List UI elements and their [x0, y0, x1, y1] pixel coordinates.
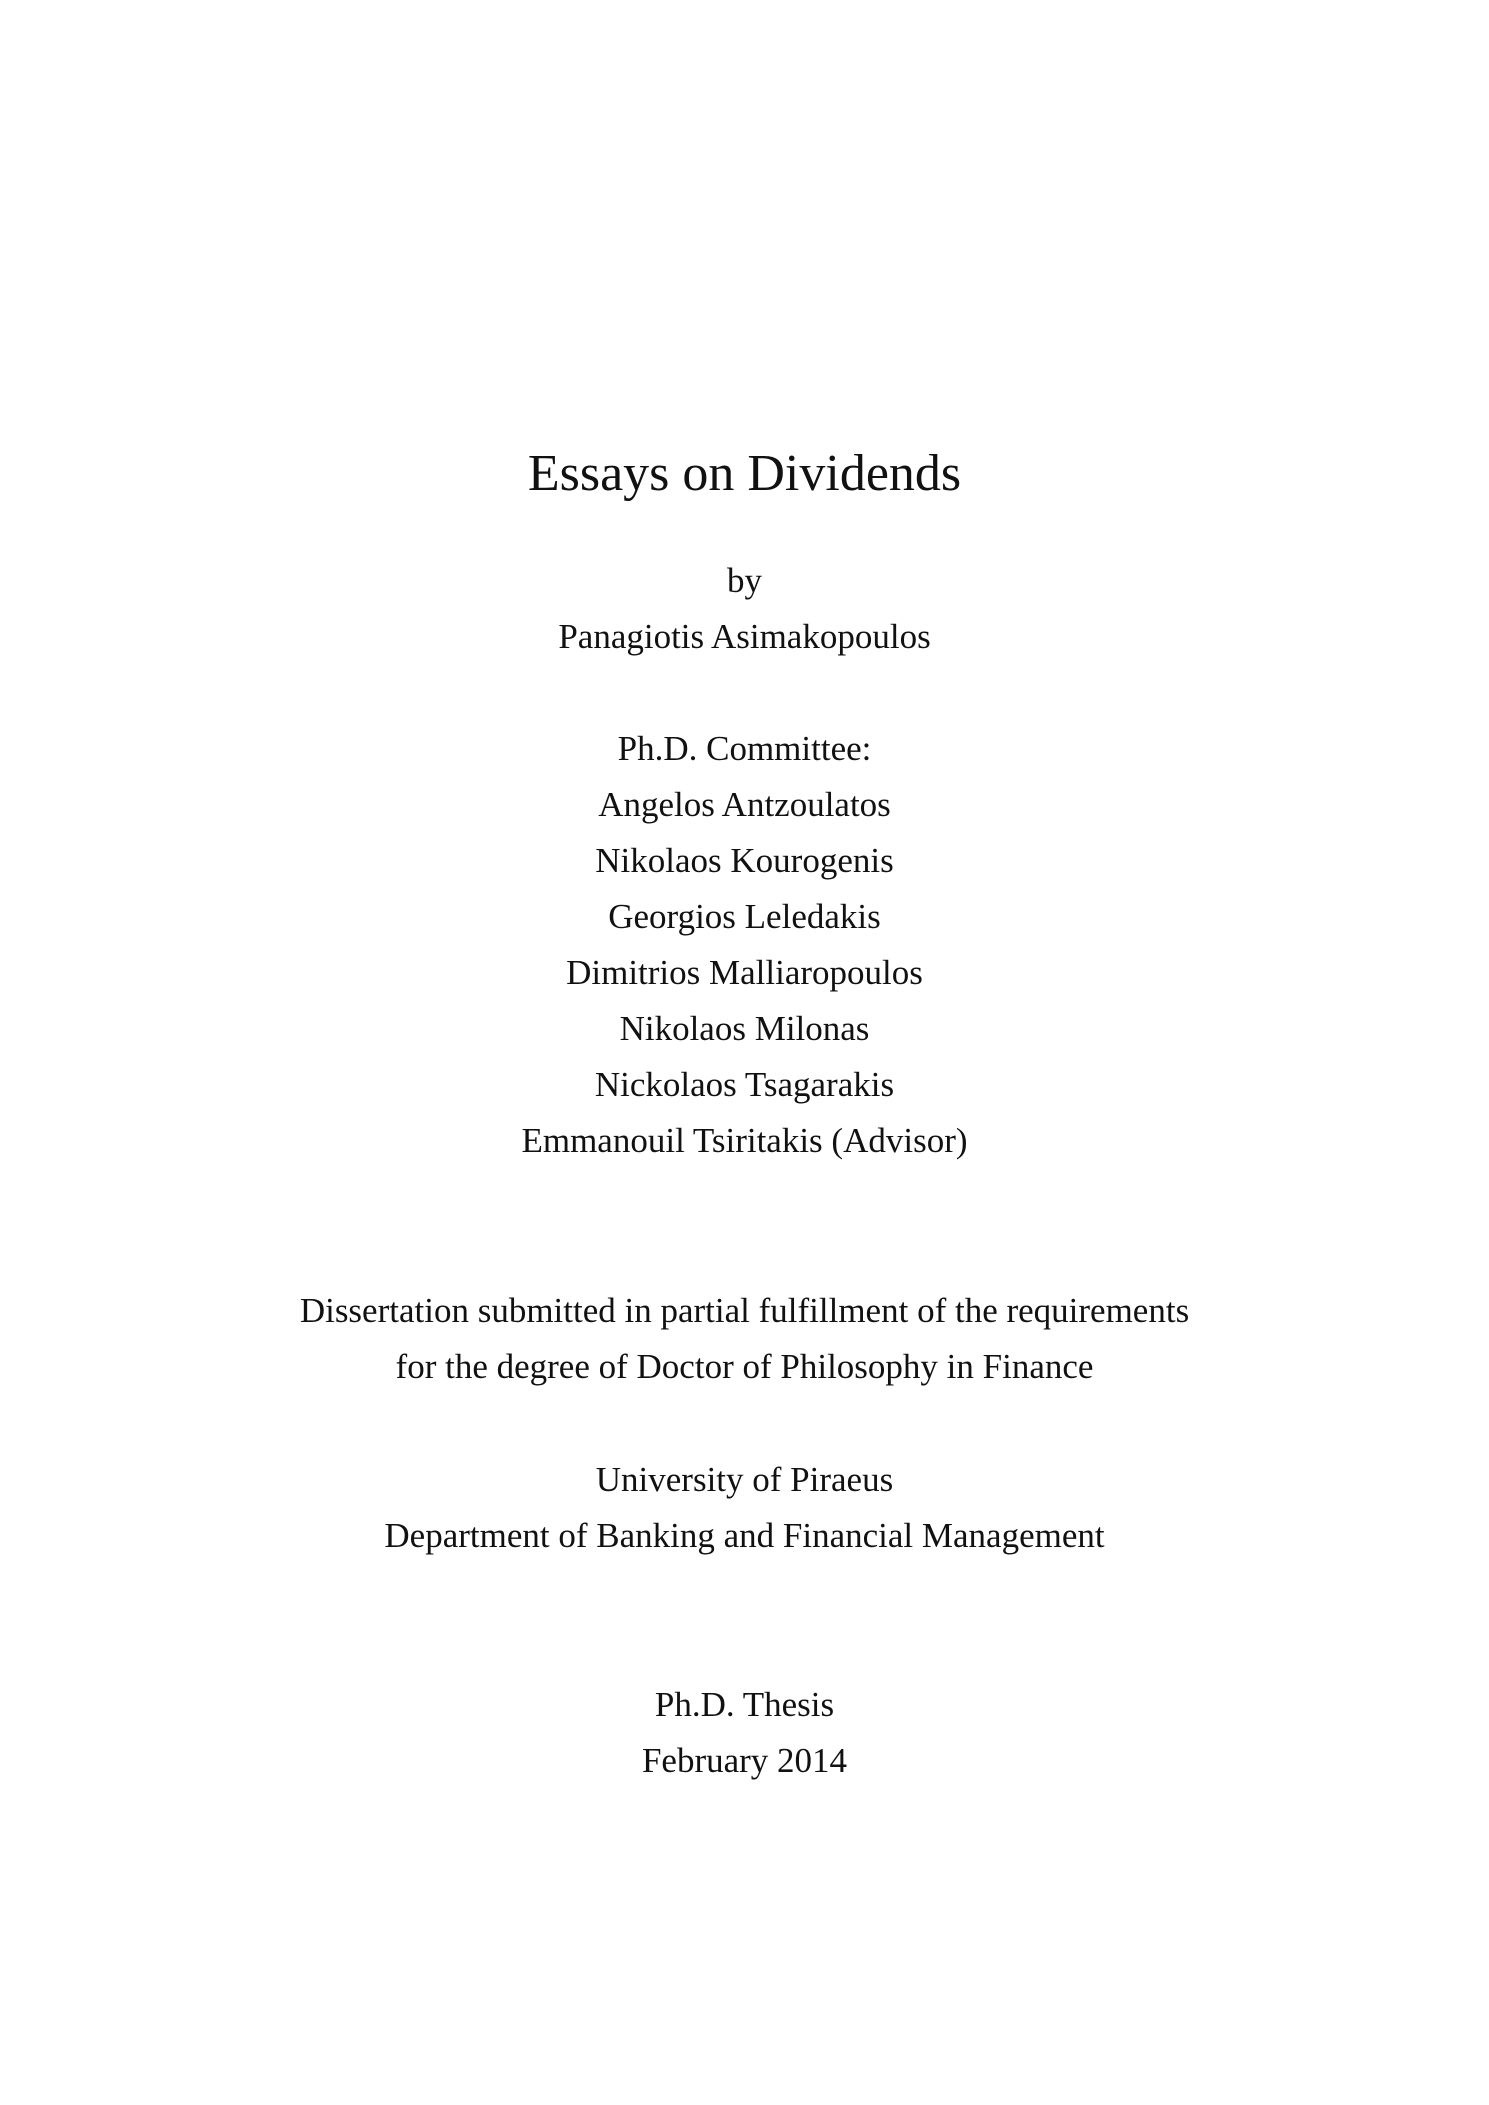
submission-statement-line1: Dissertation submitted in partial fulfillment of the requirements	[299, 1291, 1190, 1330]
committee-heading: Ph.D. Committee:	[617, 729, 872, 768]
committee-member: Nickolaos Tsagarakis	[594, 1065, 895, 1104]
by-label: by	[727, 561, 762, 600]
thesis-date: February 2014	[641, 1741, 848, 1780]
committee-member: Nikolaos Kourogenis	[595, 841, 894, 880]
committee-member: Georgios Leledakis	[608, 897, 881, 936]
committee-member: Dimitrios Malliaropoulos	[566, 953, 923, 992]
committee-advisor: Emmanouil Tsiritakis (Advisor)	[521, 1121, 968, 1160]
department-name: Department of Banking and Financial Management	[384, 1516, 1105, 1555]
committee-member: Nikolaos Milonas	[619, 1009, 870, 1048]
thesis-title: Essays on Dividends	[527, 445, 962, 502]
committee-member: Angelos Antzoulatos	[598, 785, 891, 824]
author-name: Panagiotis Asimakopoulos	[558, 617, 931, 656]
university-name: University of Piraeus	[595, 1460, 894, 1499]
thesis-type: Ph.D. Thesis	[654, 1685, 835, 1724]
submission-statement-line2: for the degree of Doctor of Philosophy in Finance	[395, 1347, 1094, 1386]
